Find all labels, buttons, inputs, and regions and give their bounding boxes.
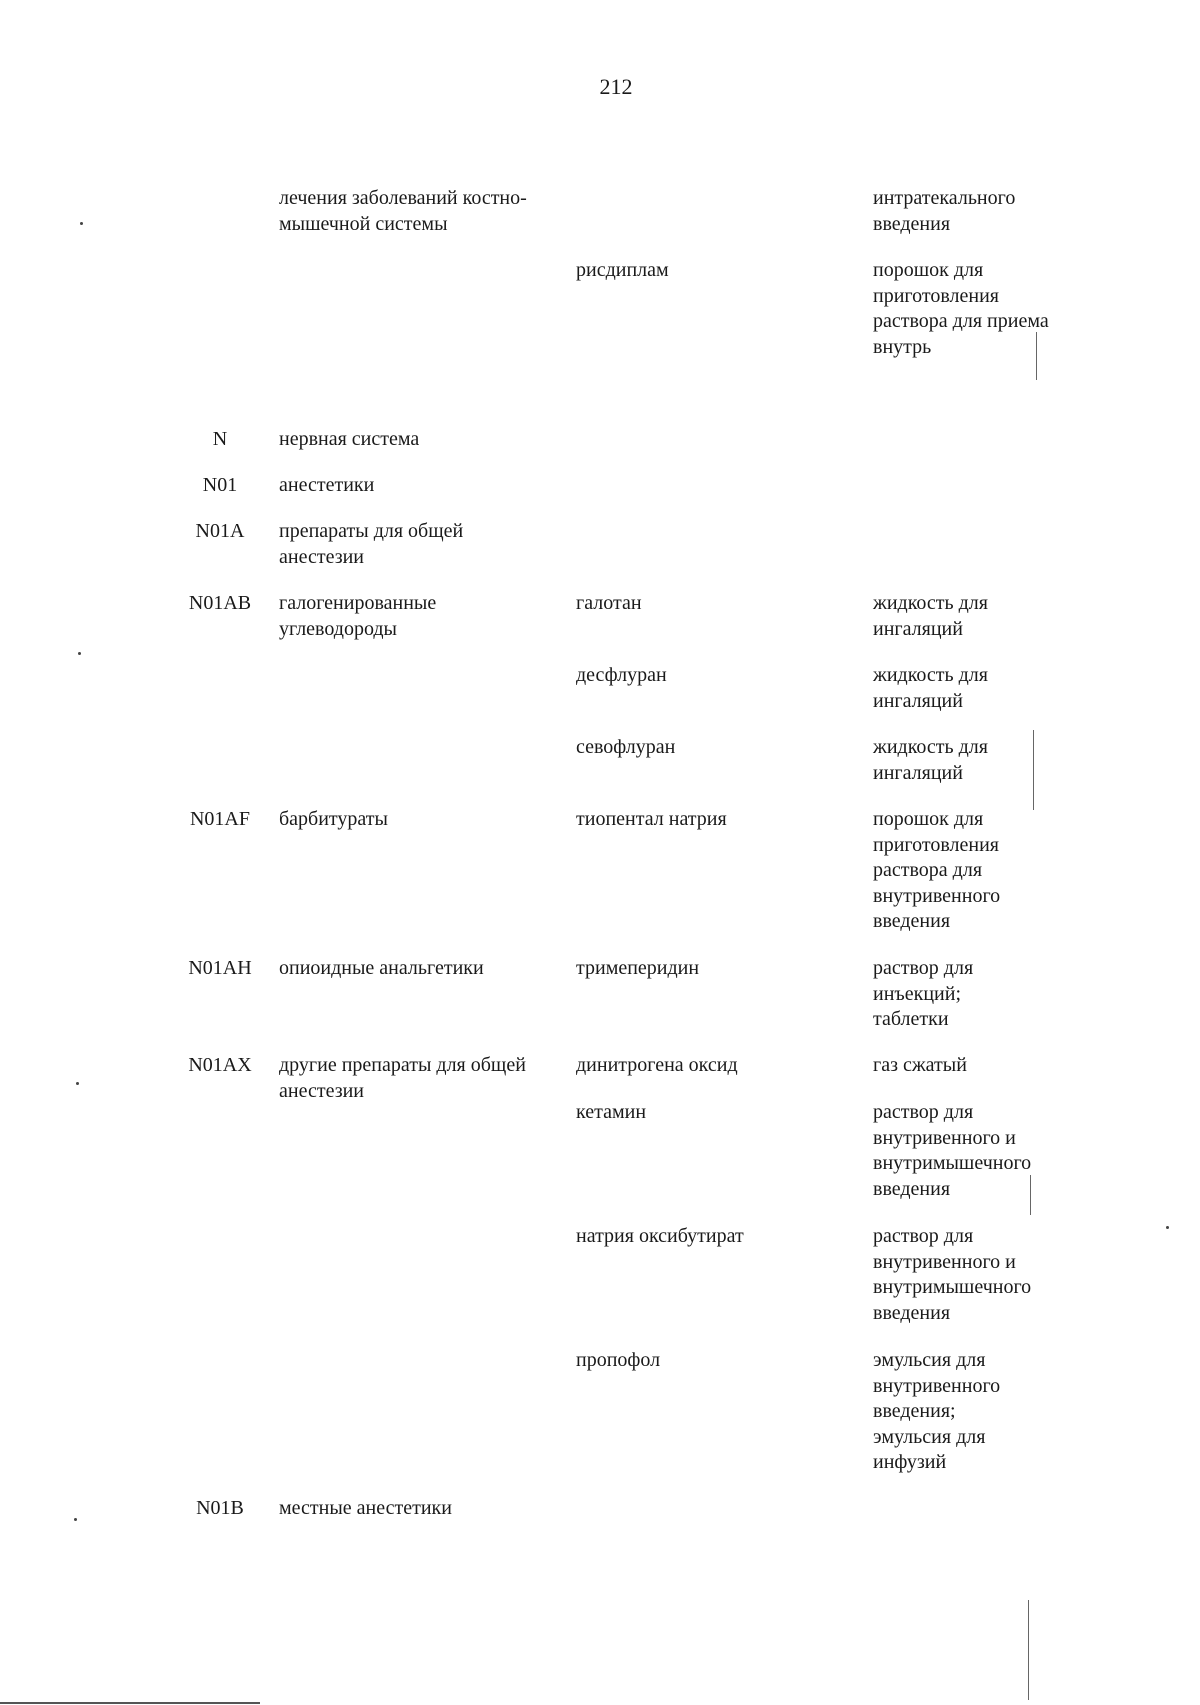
drug-name-cell: пропофол bbox=[576, 1349, 661, 1371]
atc-group-name-cell: анестетики bbox=[279, 474, 375, 496]
atc-code-cell: N01AH bbox=[188, 957, 252, 979]
atc-group-name-cell: нервная система bbox=[279, 428, 420, 450]
scan-mark bbox=[1030, 1175, 1031, 1215]
dosage-form-cell: интратекального введения bbox=[873, 187, 1016, 235]
drug-name-cell: кетамин bbox=[576, 1101, 647, 1123]
scan-speck bbox=[80, 222, 83, 225]
atc-group-name-cell: другие препараты для общей анестезии bbox=[279, 1054, 526, 1102]
atc-code-cell: N bbox=[212, 428, 228, 450]
atc-group-name-cell: галогенированные углеводороды bbox=[279, 592, 437, 640]
dosage-form-cell: жидкость для ингаляций bbox=[873, 592, 988, 640]
drug-name-cell: динитрогена оксид bbox=[576, 1054, 738, 1076]
atc-code-cell: N01AF bbox=[189, 808, 250, 830]
atc-group-name-cell: опиоидные анальгетики bbox=[279, 957, 484, 979]
page-number: 212 bbox=[599, 74, 633, 99]
dosage-form-cell: эмульсия для внутривенного введения; эмульсия для инфузий bbox=[873, 1349, 1001, 1473]
drug-name-cell: натрия оксибутират bbox=[576, 1225, 744, 1247]
drug-name-cell: десфлуран bbox=[576, 664, 667, 686]
scan-mark bbox=[1036, 332, 1037, 380]
dosage-form-cell: газ сжатый bbox=[873, 1054, 967, 1076]
dosage-form-cell: раствор для внутривенного и внутримышечного введения bbox=[873, 1101, 1032, 1200]
drug-name-cell: тримеперидин bbox=[576, 957, 700, 979]
scan-speck bbox=[78, 652, 81, 655]
atc-code-cell: N01 bbox=[202, 474, 238, 496]
scan-edge-line bbox=[0, 1702, 260, 1704]
atc-group-name-cell: барбитураты bbox=[279, 808, 388, 830]
atc-group-name-cell: местные анестетики bbox=[279, 1497, 452, 1519]
atc-code-cell: N01AB bbox=[188, 592, 252, 614]
scan-mark bbox=[1028, 1600, 1029, 1700]
atc-code-cell: N01AX bbox=[188, 1054, 252, 1076]
scan-speck bbox=[74, 1518, 77, 1521]
atc-code-cell: N01B bbox=[196, 1497, 244, 1519]
dosage-form-cell: порошок для приготовления раствора для внутривенного введения bbox=[873, 808, 1001, 932]
atc-code-cell: N01A bbox=[195, 520, 245, 542]
drug-name-cell: галотан bbox=[576, 592, 642, 614]
atc-group-name-cell: лечения заболеваний костно- мышечной системы bbox=[279, 187, 527, 235]
drug-name-cell: севофлуран bbox=[576, 736, 676, 758]
dosage-form-cell: жидкость для ингаляций bbox=[873, 736, 988, 784]
scan-speck bbox=[76, 1082, 79, 1085]
drug-name-cell: тиопентал натрия bbox=[576, 808, 727, 830]
dosage-form-cell: жидкость для ингаляций bbox=[873, 664, 988, 712]
atc-group-name-cell: препараты для общей анестезии bbox=[279, 520, 464, 568]
drug-name-cell: рисдиплам bbox=[576, 259, 669, 281]
scan-mark bbox=[1033, 730, 1034, 810]
dosage-form-cell: раствор для внутривенного и внутримышечного введения bbox=[873, 1225, 1032, 1324]
dosage-form-cell: раствор для инъекций; таблетки bbox=[873, 957, 974, 1030]
scan-speck bbox=[1166, 1226, 1169, 1229]
dosage-form-cell: порошок для приготовления раствора для приема внутрь bbox=[873, 259, 1049, 358]
